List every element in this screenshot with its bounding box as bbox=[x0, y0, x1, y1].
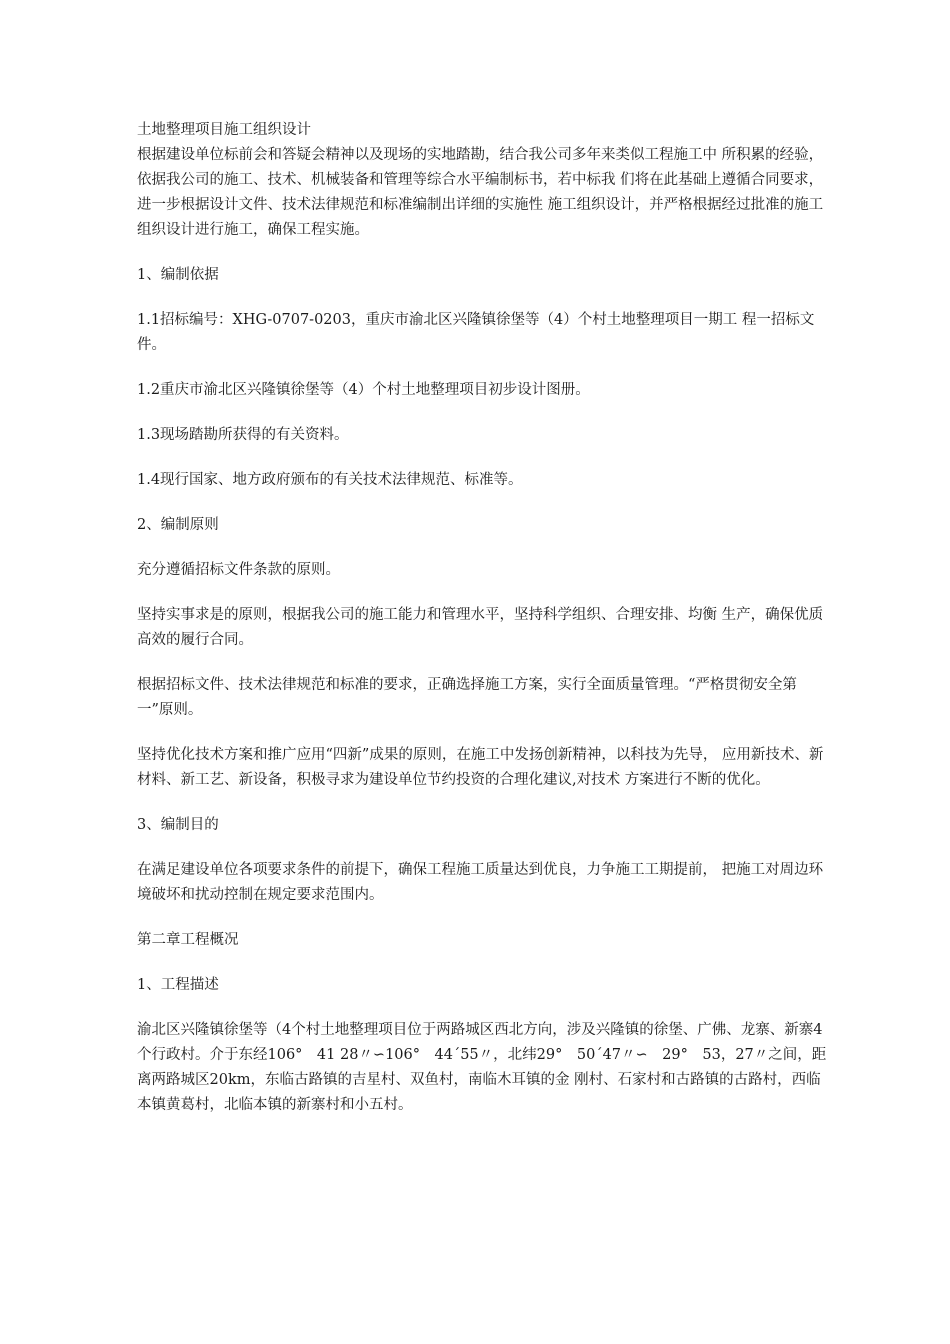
basis-item-2: 1.2重庆市渝北区兴隆镇徐堡等（4）个村土地整理项目初步设计图册。 bbox=[137, 382, 590, 398]
section-heading-principles: 2、编制原则 bbox=[137, 517, 219, 533]
purpose-item-1: 在满足建设单位各项要求条件的前提下，确保工程施工质量达到优良，力争施工工期提前， 把施工对周边环境破坏和扰动控制在规定要求范围内。 bbox=[137, 862, 824, 903]
basis-item-4: 1.4现行国家、地方政府颁布的有关技术法律规范、标准等。 bbox=[137, 472, 523, 488]
principle-item-4: 坚持优化技术方案和推广应用“四新”成果的原则，在施工中发扬创新精神，以科技为先导， 应用新技术、新材料、新工艺、新设备，积极寻求为建设单位节约投资的合理化建议,对技术 方案进行不断的优化。 bbox=[137, 747, 824, 788]
project-description: 渝北区兴隆镇徐堡等（4个村土地整理项目位于两路城区西北方向，涉及兴隆镇的徐堡、广佛、龙寨、新寨4个行政村。介于东经106° 41 28〃∽106° 44ˊ55〃，北纬29° 50ˊ47〃∽ 29° 53，27〃之间，距离两路城区20km，东临古路镇的吉星村、双鱼村，南临木耳镇的金 刚村、石家村和古路镇的古路村，西临本镇黄葛村，北临本镇的新寨村和小五村。 bbox=[137, 1022, 827, 1113]
principle-item-1: 充分遵循招标文件条款的原则。 bbox=[137, 562, 340, 578]
principle-item-2: 坚持实事求是的原则，根据我公司的施工能力和管理水平，坚持科学组织、合理安排、均衡 生产，确保优质高效的履行合同。 bbox=[137, 607, 824, 648]
chapter-heading: 第二章工程概况 bbox=[137, 932, 239, 948]
section-heading-purpose: 3、编制目的 bbox=[137, 817, 219, 833]
basis-item-1: 1.1招标编号：XHG-0707-0203，重庆市渝北区兴隆镇徐堡等（4）个村土地整理项目一期工 程一招标文件。 bbox=[137, 312, 815, 353]
document-title: 土地整理项目施工组织设计 bbox=[137, 122, 311, 138]
intro-paragraph: 根据建设单位标前会和答疑会精神以及现场的实地踏勘，结合我公司多年来类似工程施工中 所积累的经验，依据我公司的施工、技术、机械装备和管理等综合水平编制标书，若中标我 们将在此基础上遵循合同要求，进一步根据设计文件、技术法律规范和标准编制出详细的实施性 施工组织设计，并严格根据经过批准的施工组织设计进行施工，确保工程实施。 bbox=[137, 147, 824, 238]
section-heading-basis: 1、编制依据 bbox=[137, 267, 219, 283]
basis-item-3: 1.3现场踏勘所获得的有关资料。 bbox=[137, 427, 349, 443]
document-page bbox=[137, 118, 827, 1118]
chapter-sub-heading: 1、工程描述 bbox=[137, 977, 219, 993]
principle-item-3: 根据招标文件、技术法律规范和标准的要求，正确选择施工方案，实行全面质量管理。“严格贯彻安全第一”原则。 bbox=[137, 677, 797, 718]
